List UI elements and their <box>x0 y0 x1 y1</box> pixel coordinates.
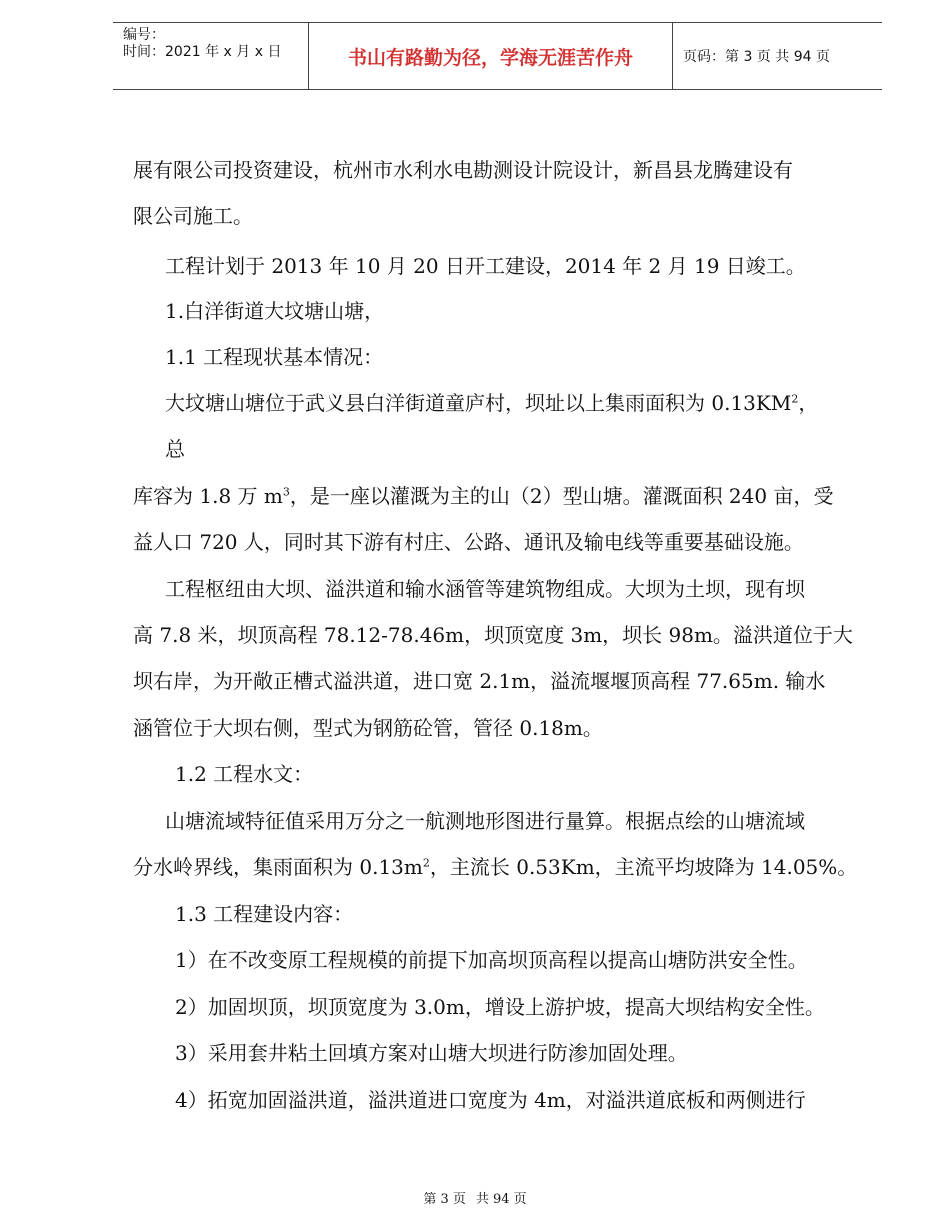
paragraph-line: 展有限公司投资建设，杭州市水利水电勘测设计院设计，新昌县龙腾建设有 <box>133 158 793 182</box>
page-header <box>113 22 882 90</box>
text-run: ，是一座以灌溉为主的山（2）型山塘。灌溉面积 240 亩，受 <box>289 484 834 508</box>
paragraph-line: 限公司施工。 <box>133 204 253 228</box>
superscript: 2 <box>791 392 799 406</box>
footer-page-total: 共 94 页 <box>475 1192 527 1207</box>
superscript: 3 <box>282 485 290 499</box>
text-run: 大坟塘山塘位于武义县白洋街道童庐村，坝址以上集雨面积为 0.13KM <box>165 391 792 415</box>
text-run: 库容为 1.8 万 m <box>133 484 283 508</box>
paragraph-line <box>165 391 818 415</box>
list-item: 4）拓宽加固溢洪道，溢洪道进口宽度为 4m，对溢洪道底板和两侧进行 <box>175 1088 806 1112</box>
section-heading: 1.白洋街道大坟塘山塘， <box>165 299 385 323</box>
header-time-label: 时间：2021 年 x 月 x 日 <box>123 44 282 60</box>
footer-page-number: 第 3 页 <box>423 1192 466 1207</box>
text-run: ，主流长 0.53Km，主流平均坡降为 14.05%。 <box>429 855 858 879</box>
paragraph-line: 山塘流域特征值采用万分之一航测地形图进行量算。根据点绘的山塘流域 <box>165 809 805 833</box>
paragraph-line: 涵管位于大坝右侧，型式为钢筋砼管，管径 0.18m。 <box>133 716 603 740</box>
list-item: 1）在不改变原工程规模的前提下加高坝顶高程以提高山塘防洪安全性。 <box>175 948 808 972</box>
paragraph-line <box>133 484 833 508</box>
superscript: 2 <box>422 856 430 870</box>
header-meta <box>123 27 281 61</box>
page-footer <box>0 1188 950 1207</box>
paragraph-line: 益人口 720 人，同时其下游有村庄、公路、通讯及输电线等重要基础设施。 <box>133 530 804 554</box>
paragraph-line: 总 <box>165 437 185 461</box>
header-motto: 书山有路勤为径，学海无涯苦作舟 <box>308 23 673 89</box>
header-page-label: 页码：第 3 页 共 94 页 <box>683 49 830 65</box>
paragraph-line: 坝右岸，为开敞正槽式溢洪道，进口宽 2.1m，溢流堰堰顶高程 77.65m. 输水 <box>133 669 826 693</box>
text-run: 分水岭界线，集雨面积为 0.13m <box>133 855 423 879</box>
text-run: ， <box>798 391 819 415</box>
paragraph-line: 工程枢纽由大坝、溢洪道和输水涵管等建筑物组成。大坝为土坝，现有坝 <box>165 577 805 601</box>
subsection-heading: 1.3 工程建设内容： <box>175 902 354 926</box>
header-number-label: 编号： <box>123 27 165 43</box>
subsection-heading: 1.2 工程水文： <box>175 762 314 786</box>
paragraph-line: 高 7.8 米，坝顶高程 78.12-78.46m，坝顶宽度 3m，坝长 98m。溢洪道位于大 <box>133 623 853 647</box>
list-item: 2）加固坝顶，坝顶宽度为 3.0m，增设上游护坡，提高大坝结构安全性。 <box>175 995 825 1019</box>
paragraph-line: 工程计划于 2013 年 10 月 20 日开工建设，2014 年 2 月 19 日竣工。 <box>165 254 806 278</box>
paragraph-line <box>133 855 857 879</box>
list-item: 3）采用套井粘土回填方案对山塘大坝进行防渗加固处理。 <box>175 1041 688 1065</box>
subsection-heading: 1.1 工程现状基本情况： <box>165 345 384 369</box>
